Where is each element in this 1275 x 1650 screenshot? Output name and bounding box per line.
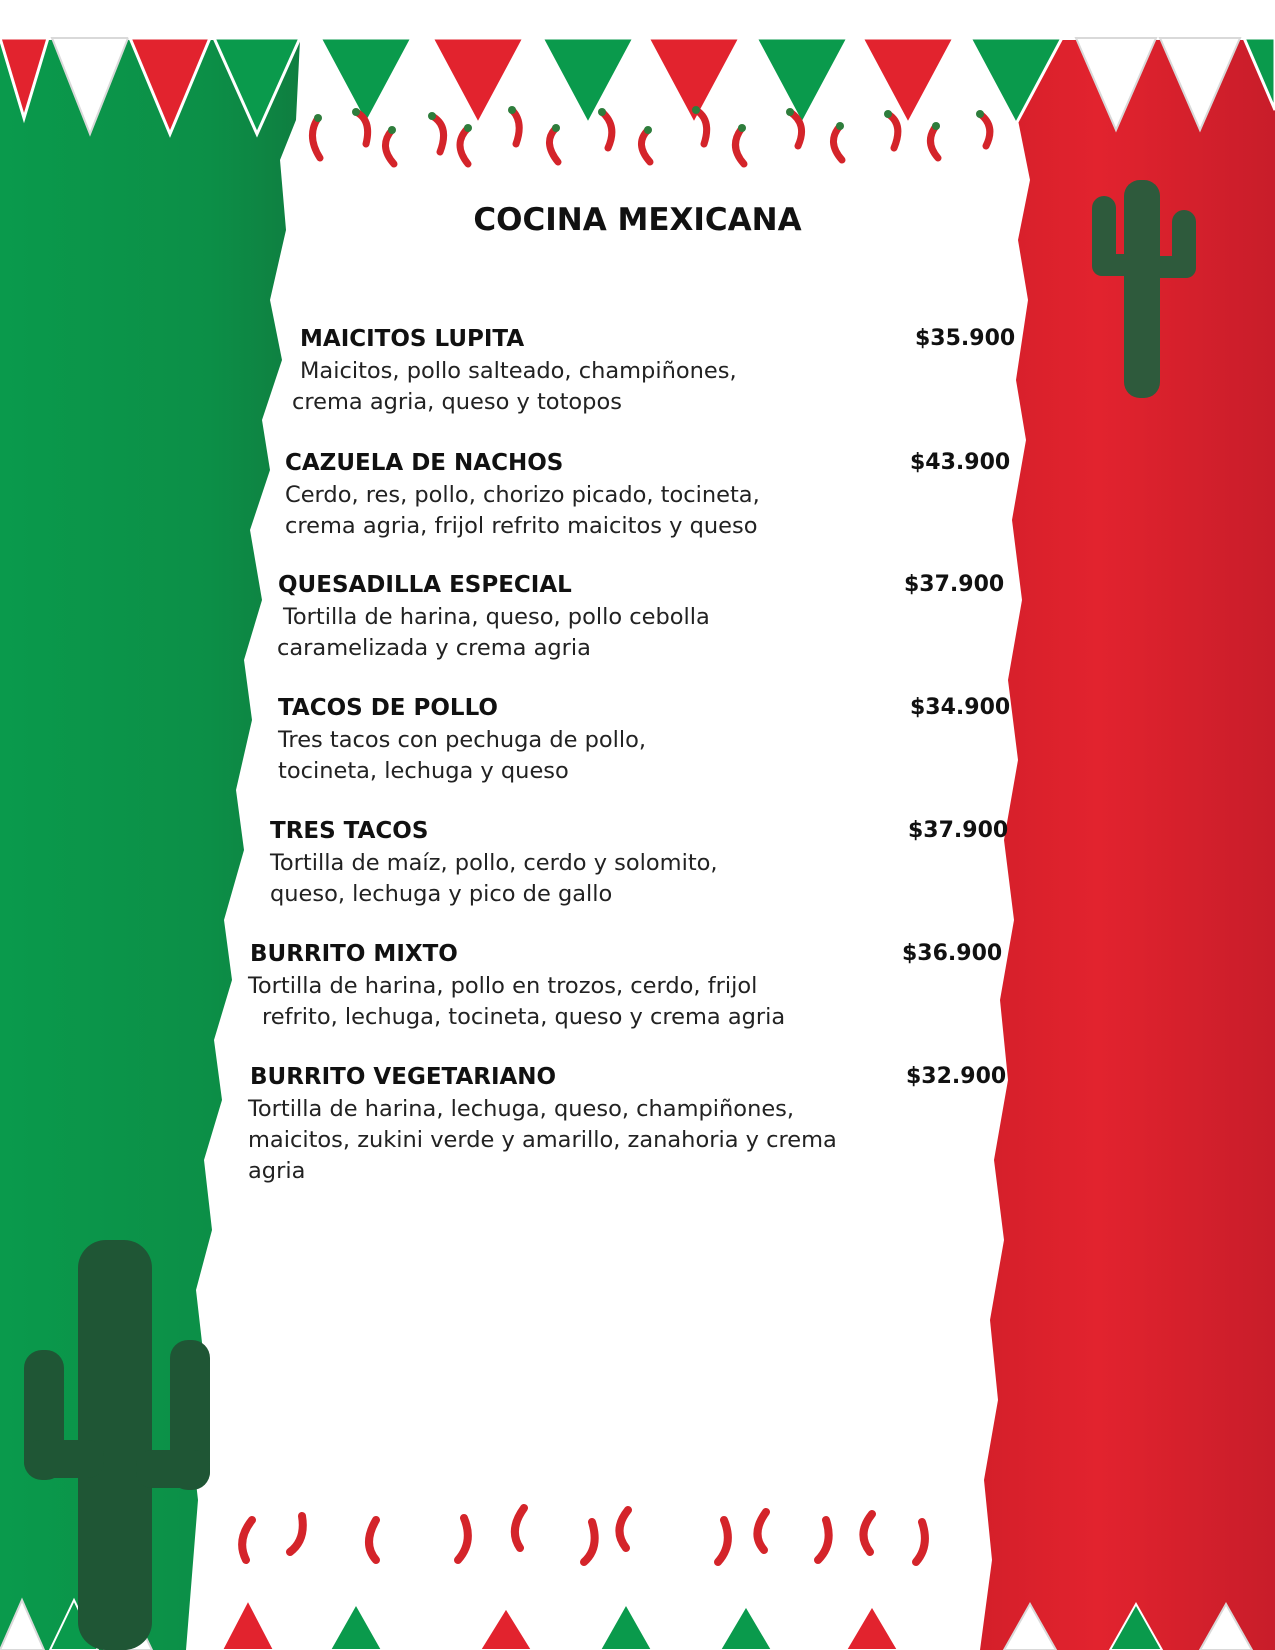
description-line: tocineta, lechuga y queso: [278, 758, 569, 784]
top-chili-stems: [314, 106, 984, 134]
item-price: $32.900: [906, 1064, 1007, 1089]
item-description: [250, 971, 785, 1033]
description-line: Tres tacos con pechuga de pollo,: [278, 727, 647, 753]
description-line: Maicitos, pollo salteado, champiñones,: [300, 358, 737, 384]
item-price: $35.900: [915, 326, 1016, 351]
description-line: Tortilla de harina, lechuga, queso, champiñones,: [248, 1096, 795, 1122]
item-price: $36.900: [902, 941, 1003, 966]
item-description: [270, 848, 718, 910]
description-line: agria: [248, 1158, 306, 1184]
item-description: [250, 1094, 837, 1187]
description-line: refrito, lechuga, tocineta, queso y crema agria: [262, 1004, 786, 1030]
item-price: $43.900: [910, 450, 1011, 475]
menu-title: COCINA MEXICANA: [473, 202, 802, 238]
item-price: $37.900: [908, 818, 1009, 843]
item-price: $37.900: [904, 572, 1005, 597]
item-name: TACOS DE POLLO: [278, 695, 498, 721]
description-line: Tortilla de harina, pollo en trozos, cerdo, frijol: [248, 973, 758, 999]
item-description: [285, 480, 760, 542]
item-price: $34.900: [910, 695, 1011, 720]
item-name: BURRITO MIXTO: [250, 941, 458, 967]
description-line: Tortilla de harina, queso, pollo cebolla: [283, 604, 710, 630]
description-line: crema agria, queso y totopos: [292, 389, 622, 415]
item-description: [278, 725, 646, 787]
bottom-chili-garland: [242, 1508, 925, 1562]
item-name: BURRITO VEGETARIANO: [250, 1064, 557, 1090]
description-line: queso, lechuga y pico de gallo: [270, 881, 613, 907]
item-name: MAICITOS LUPITA: [300, 326, 525, 352]
description-line: maicitos, zukini verde y amarillo, zanahoria y crema: [248, 1127, 837, 1153]
item-description: [292, 356, 737, 418]
description-line: Cerdo, res, pollo, chorizo picado, tocineta,: [285, 482, 760, 508]
item-name: CAZUELA DE NACHOS: [285, 450, 564, 476]
item-description: [278, 602, 710, 664]
description-line: crema agria, frijol refrito maicitos y queso: [285, 513, 758, 539]
top-chili-garland: [312, 110, 989, 164]
description-line: Tortilla de maíz, pollo, cerdo y solomito,: [270, 850, 718, 876]
item-name: QUESADILLA ESPECIAL: [278, 572, 572, 598]
item-name: TRES TACOS: [270, 818, 429, 844]
description-line: caramelizada y crema agria: [277, 635, 591, 661]
